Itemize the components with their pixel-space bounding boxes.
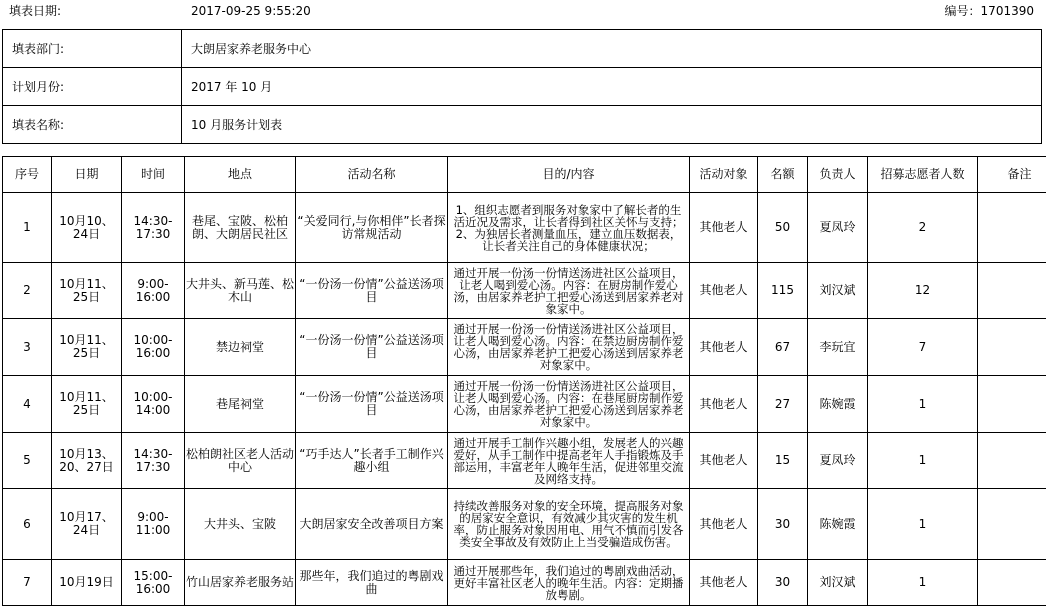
cell-place: 巷尾、宝陂、松柏朗、大朗居民社区	[185, 193, 296, 263]
col-header-time: 时间	[122, 157, 185, 193]
cell-purpose: 通过开展一份汤一份情送汤进社区公益项目，让老人喝到爱心汤。内容：在厨房制作爱心汤，由居家养老护工把爱心汤送到居家养老对象家中。	[448, 263, 690, 319]
cell-activity: 大朗居家安全改善项目方案	[296, 489, 448, 560]
cell-leader: 陈婉霞	[808, 489, 868, 560]
cell-activity: “一份汤一份情”公益送汤项目	[296, 376, 448, 433]
cell-activity: “一份汤一份情”公益送汤项目	[296, 319, 448, 376]
col-header-target: 活动对象	[690, 157, 758, 193]
cell-time: 10:00-14:00	[122, 376, 185, 433]
cell-quota: 30	[758, 489, 808, 560]
cell-time: 9:00-16:00	[122, 263, 185, 319]
serial-number	[945, 0, 1034, 20]
cell-no: 6	[3, 489, 52, 560]
col-header-volunteers: 招募志愿者人数	[868, 157, 978, 193]
cell-date: 10月19日	[52, 560, 122, 606]
col-header-remark: 备注	[978, 157, 1046, 193]
col-header-no: 序号	[3, 157, 52, 193]
cell-no: 5	[3, 433, 52, 489]
fill-date-value: 2017-09-25 9:55:20	[191, 4, 311, 18]
info-label: 计划月份:	[3, 68, 182, 106]
cell-no: 4	[3, 376, 52, 433]
cell-remark	[978, 489, 1046, 560]
col-header-activity: 活动名称	[296, 157, 448, 193]
table-row	[3, 560, 1046, 606]
cell-no: 7	[3, 560, 52, 606]
fill-date-label: 填表日期:	[9, 4, 62, 18]
cell-activity: “巧手达人”长者手工制作兴趣小组	[296, 433, 448, 489]
cell-target: 其他老人	[690, 193, 758, 263]
cell-place: 松柏朗社区老人活动中心	[185, 433, 296, 489]
cell-target: 其他老人	[690, 263, 758, 319]
table-row	[3, 319, 1046, 376]
cell-place: 大井头、宝陂	[185, 489, 296, 560]
info-label: 填表名称:	[3, 106, 182, 144]
cell-quota: 15	[758, 433, 808, 489]
cell-leader: 夏凤玲	[808, 193, 868, 263]
cell-date: 10月13、20、27日	[52, 433, 122, 489]
cell-target: 其他老人	[690, 319, 758, 376]
cell-volunteers: 1	[868, 560, 978, 606]
info-label: 填表部门:	[3, 30, 182, 68]
cell-purpose: 通过开展一份汤一份情送汤进社区公益项目，让老人喝到爱心汤。内容：在禁边厨房制作爱心汤，由居家养老护工把爱心汤送到居家养老对象家中。	[448, 319, 690, 376]
cell-leader: 李玩宜	[808, 319, 868, 376]
cell-place: 竹山居家养老服务站	[185, 560, 296, 606]
cell-date: 10月11、25日	[52, 263, 122, 319]
table-header-row	[3, 157, 1046, 193]
service-plan-table	[2, 156, 1046, 606]
info-value: 10 月服务计划表	[182, 106, 1042, 144]
cell-no: 3	[3, 319, 52, 376]
info-value: 2017 年 10 月	[182, 68, 1042, 106]
cell-volunteers: 12	[868, 263, 978, 319]
col-header-leader: 负责人	[808, 157, 868, 193]
cell-no: 1	[3, 193, 52, 263]
cell-volunteers: 7	[868, 319, 978, 376]
col-header-date: 日期	[52, 157, 122, 193]
cell-activity: “一份汤一份情”公益送汤项目	[296, 263, 448, 319]
col-header-place: 地点	[185, 157, 296, 193]
cell-purpose: 通过开展那些年，我们追过的粤剧戏曲活动，更好丰富社区老人的晚年生活。内容：定期播放粤剧。	[448, 560, 690, 606]
cell-activity: “关爱同行,与你相伴”长者探访常规活动	[296, 193, 448, 263]
cell-quota: 67	[758, 319, 808, 376]
cell-no: 2	[3, 263, 52, 319]
cell-volunteers: 1	[868, 489, 978, 560]
cell-purpose: 通过开展一份汤一份情送汤进社区公益项目，让老人喝到爱心汤。内容：在巷尾厨房制作爱心汤，由居家养老护工把爱心汤送到居家养老对象家中。	[448, 376, 690, 433]
cell-date: 10月10、24日	[52, 193, 122, 263]
cell-time: 10:00-16:00	[122, 319, 185, 376]
col-header-purpose: 目的/内容	[448, 157, 690, 193]
table-row	[3, 489, 1046, 560]
cell-place: 大井头、新马莲、松木山	[185, 263, 296, 319]
table-row	[3, 433, 1046, 489]
cell-time: 9:00-11:00	[122, 489, 185, 560]
cell-time: 14:30-17:30	[122, 433, 185, 489]
info-row-department	[3, 30, 1042, 68]
serial-number-label: 编号：	[944, 4, 981, 18]
cell-target: 其他老人	[690, 433, 758, 489]
cell-remark	[978, 376, 1046, 433]
cell-quota: 27	[758, 376, 808, 433]
cell-remark	[978, 433, 1046, 489]
cell-quota: 30	[758, 560, 808, 606]
cell-quota: 115	[758, 263, 808, 319]
cell-date: 10月11、25日	[52, 376, 122, 433]
cell-date: 10月11、25日	[52, 319, 122, 376]
cell-place: 巷尾祠堂	[185, 376, 296, 433]
cell-remark	[978, 263, 1046, 319]
form-info-table	[2, 29, 1042, 144]
cell-date: 10月17、24日	[52, 489, 122, 560]
cell-leader: 刘汉斌	[808, 560, 868, 606]
info-value: 大朗居家养老服务中心	[182, 30, 1042, 68]
info-row-form-name	[3, 106, 1042, 144]
cell-remark	[978, 193, 1046, 263]
cell-activity: 那些年，我们追过的粤剧戏曲	[296, 560, 448, 606]
col-header-quota: 名额	[758, 157, 808, 193]
cell-target: 其他老人	[690, 560, 758, 606]
cell-leader: 陈婉霞	[808, 376, 868, 433]
cell-time: 14:30-17:30	[122, 193, 185, 263]
cell-place: 禁边祠堂	[185, 319, 296, 376]
table-row	[3, 263, 1046, 319]
cell-leader: 夏凤玲	[808, 433, 868, 489]
cell-remark	[978, 319, 1046, 376]
serial-number-value: 1701390	[980, 4, 1034, 18]
cell-leader: 刘汉斌	[808, 263, 868, 319]
cell-remark	[978, 560, 1046, 606]
cell-volunteers: 2	[868, 193, 978, 263]
cell-quota: 50	[758, 193, 808, 263]
info-row-month	[3, 68, 1042, 106]
cell-purpose: 1、组织志愿者到服务对象家中了解长者的生活近况及需求，让长者得到社区关怀与支持； 2、为独居长者测量血压，建立血压数据表，让长者关注自己的身体健康状况；	[448, 193, 690, 263]
cell-target: 其他老人	[690, 489, 758, 560]
cell-time: 15:00-16:00	[122, 560, 185, 606]
cell-volunteers: 1	[868, 376, 978, 433]
table-row	[3, 193, 1046, 263]
cell-volunteers: 1	[868, 433, 978, 489]
cell-purpose: 持续改善服务对象的安全环境，提高服务对象的居家安全意识，有效减少其灾害的发生机率，防止服务对象因用电、用气不慎而引发各类安全事故及有效防止上当受骗造成伤害。	[448, 489, 690, 560]
table-row	[3, 376, 1046, 433]
cell-target: 其他老人	[690, 376, 758, 433]
cell-purpose: 通过开展手工制作兴趣小组，发展老人的兴趣爱好，从手工制作中提高老年人手指锻炼及手部运用，丰富老年人晚年生活，促进邻里交流及网络支持。	[448, 433, 690, 489]
